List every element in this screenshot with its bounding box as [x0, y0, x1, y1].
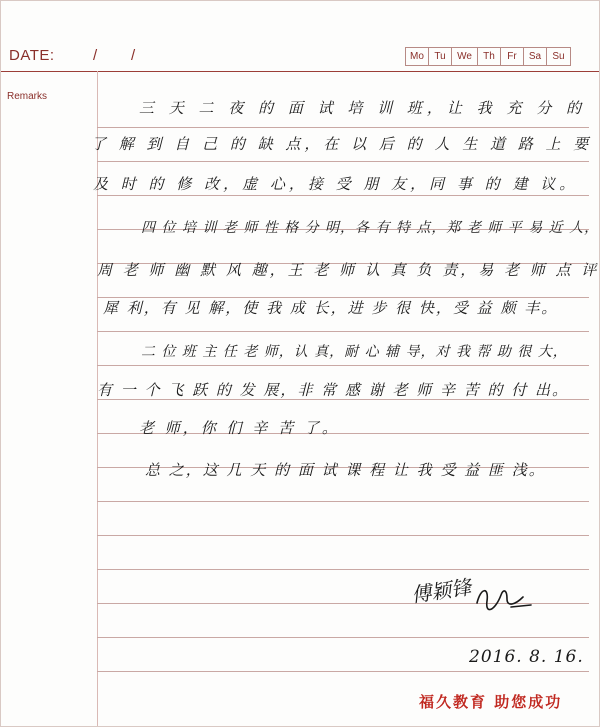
handwritten-line: 三 天 二 夜 的 面 试 培 训 班，让 我 充 分 的 [139, 99, 586, 117]
weekday-fr: Fr [501, 48, 524, 65]
ruled-line [97, 569, 589, 570]
footer-brand: 福久教育 助您成功 [419, 693, 563, 711]
weekday-selector [405, 47, 571, 66]
signature-scribble-icon [471, 581, 535, 617]
handwritten-line: 有 一 个 飞 跃 的 发 展，非 常 感 谢 老 师 辛 苦 的 付 出。 [97, 381, 570, 399]
ruled-line [97, 365, 589, 366]
handwritten-line: 二 位 班 主 任 老 师，认 真，耐 心 辅 导，对 我 帮 助 很 大， [141, 344, 568, 360]
ruled-line [97, 671, 589, 672]
weekday-mo: Mo [406, 48, 429, 65]
handwritten-line: 犀 利，有 见 解，使 我 成 长，进 步 很 快，受 益 颇 丰。 [103, 299, 559, 317]
weekday-th: Th [478, 48, 501, 65]
ruled-line [97, 331, 589, 332]
weekday-sa: Sa [524, 48, 547, 65]
ruled-line [97, 195, 589, 196]
signature-name: 傅颖锋 [409, 574, 473, 608]
ruled-line [97, 161, 589, 162]
weekday-su: Su [552, 51, 565, 62]
handwritten-line: 四 位 培 训 老 师 性 格 分 明，各 有 特 点，郑 老 师 平 易 近 人， [141, 220, 600, 236]
handwritten-line: 了 解 到 自 己 的 缺 点，在 以 后 的 人 生 道 路 上 要 [91, 135, 593, 153]
handwritten-line: 周 老 师 幽 默 风 趣，王 老 师 认 真 负 责，易 老 师 点 评 [97, 261, 600, 279]
weekday-tu: Tu [429, 48, 452, 65]
date-separator: / [93, 47, 98, 64]
remarks-label: Remarks [7, 91, 48, 102]
signature-date: 2016. 8. 16. [469, 647, 584, 667]
ruled-line [97, 637, 589, 638]
ruled-line [97, 127, 589, 128]
ruled-line [97, 535, 589, 536]
header-rule [1, 71, 599, 72]
weekday-we: We [452, 48, 478, 65]
ruled-line [97, 501, 589, 502]
date-separator: / [131, 47, 136, 64]
date-label: DATE: [9, 47, 55, 64]
handwritten-line: 及 时 的 修 改，虚 心，接 受 朋 友，同 事 的 建 议。 [93, 175, 579, 193]
handwritten-line: 老 师，你 们 辛 苦 了。 [139, 419, 340, 437]
handwritten-line: 总 之，这 几 天 的 面 试 课 程 让 我 受 益 匪 浅。 [145, 461, 546, 479]
